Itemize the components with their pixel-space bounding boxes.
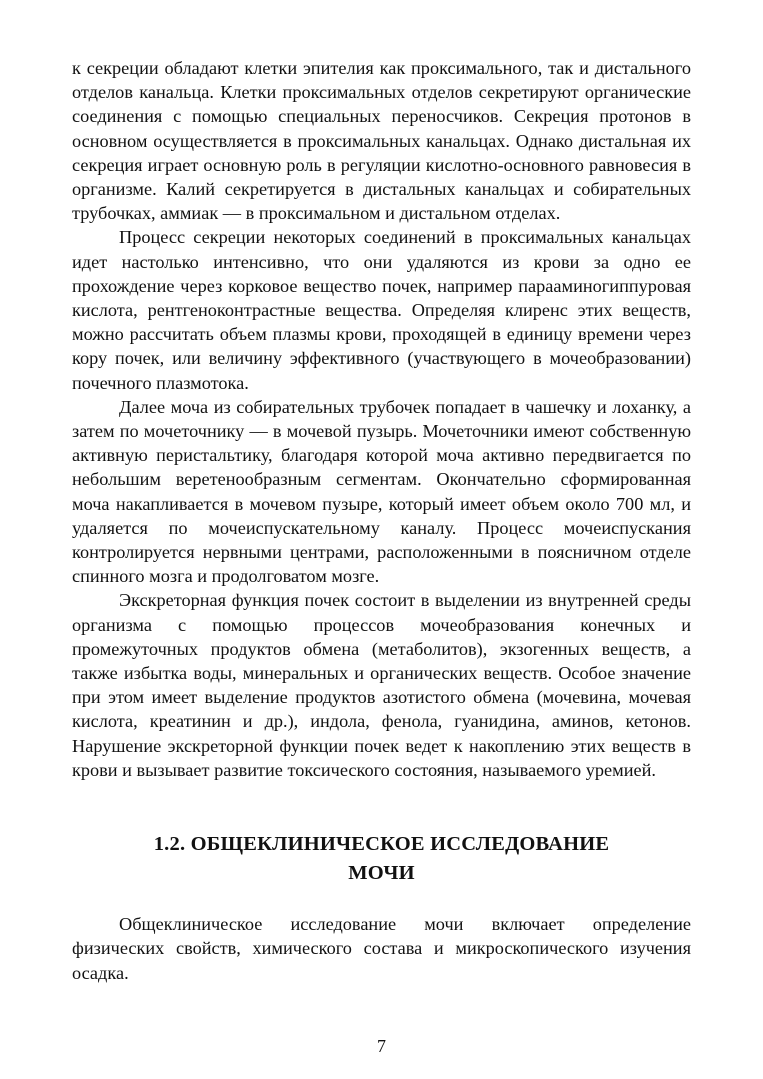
section-heading	[72, 830, 691, 888]
page-number: 7	[377, 1036, 386, 1056]
section-heading-line-1: 1.2. ОБЩЕКЛИНИЧЕСКОЕ ИССЛЕДОВАНИЕ	[153, 833, 610, 856]
paragraph-4: Экскреторная функция почек состоит в выделении из внутренней среды организма с помощью процессов мочеобразования конечных и промежуточных продуктов обмена (метаболитов), экзогенных веществ, а также избытка воды, минеральных и органических веществ. Особое значение при этом имеет выделение продуктов азотистого обмена (мочевина, мочевая кислота, креатинин и др.), индола, фенола, гуанидина, аминов, кетонов. Нарушение экскреторной функции почек ведет к накоплению этих веществ в крови и вызывает развитие токсического состояния, называемого уремией.	[72, 590, 691, 780]
section-paragraph: Общеклиническое исследование мочи включает определение физических свойств, химического состава и микроскопического изучения осадка.	[72, 914, 691, 983]
section-heading-line-2: МОЧИ	[348, 862, 415, 885]
paragraph-3: Далее моча из собирательных трубочек попадает в чашечку и лоханку, а затем по мочеточнику — в мочевой пузырь. Мочеточники имеют собственную активную перистальтику, благодаря которой моча активно передвигается по небольшим веретенообразным сегментам. Окончательно сформированная моча накапливается в мочевом пузыре, который имеет объем около 700 мл, и удаляется по мочеиспускательному каналу. Процесс мочеиспускания контролируется нервными центрами, расположенными в поясничном отделе спинного мозга и продолговатом мозге.	[72, 396, 691, 587]
paragraph-2: Процесс секреции некоторых соединений в проксимальных канальцах идет настолько интенсивно, что они удаляются из крови за одно ее прохождение через корковое вещество почек, например парааминогиппуровая кислота, рентгеноконтрастные вещества. Определяя клиренс этих веществ, можно рассчитать объем плазмы крови, проходящей в единицу времени через кору почек, или величину эффективного (участвующего в мочеобразовании) почечного плазмотока.	[72, 227, 691, 393]
paragraph-1: к секреции обладают клетки эпителия как проксимального, так и дистального отделов канальца. Клетки проксимальных отделов секретируют органические соединения с помощью специальных переносчиков. Секреция протонов в основном осуществляется в проксимальных канальцах. Однако дистальная их секреция играет основную роль в регуляции кислотно-основного равновесия в организме. Калий секретируется в дистальных канальцах и собирательных трубочках, аммиак — в проксимальном и дистальном отделах.	[72, 58, 691, 224]
document-page	[72, 56, 691, 985]
